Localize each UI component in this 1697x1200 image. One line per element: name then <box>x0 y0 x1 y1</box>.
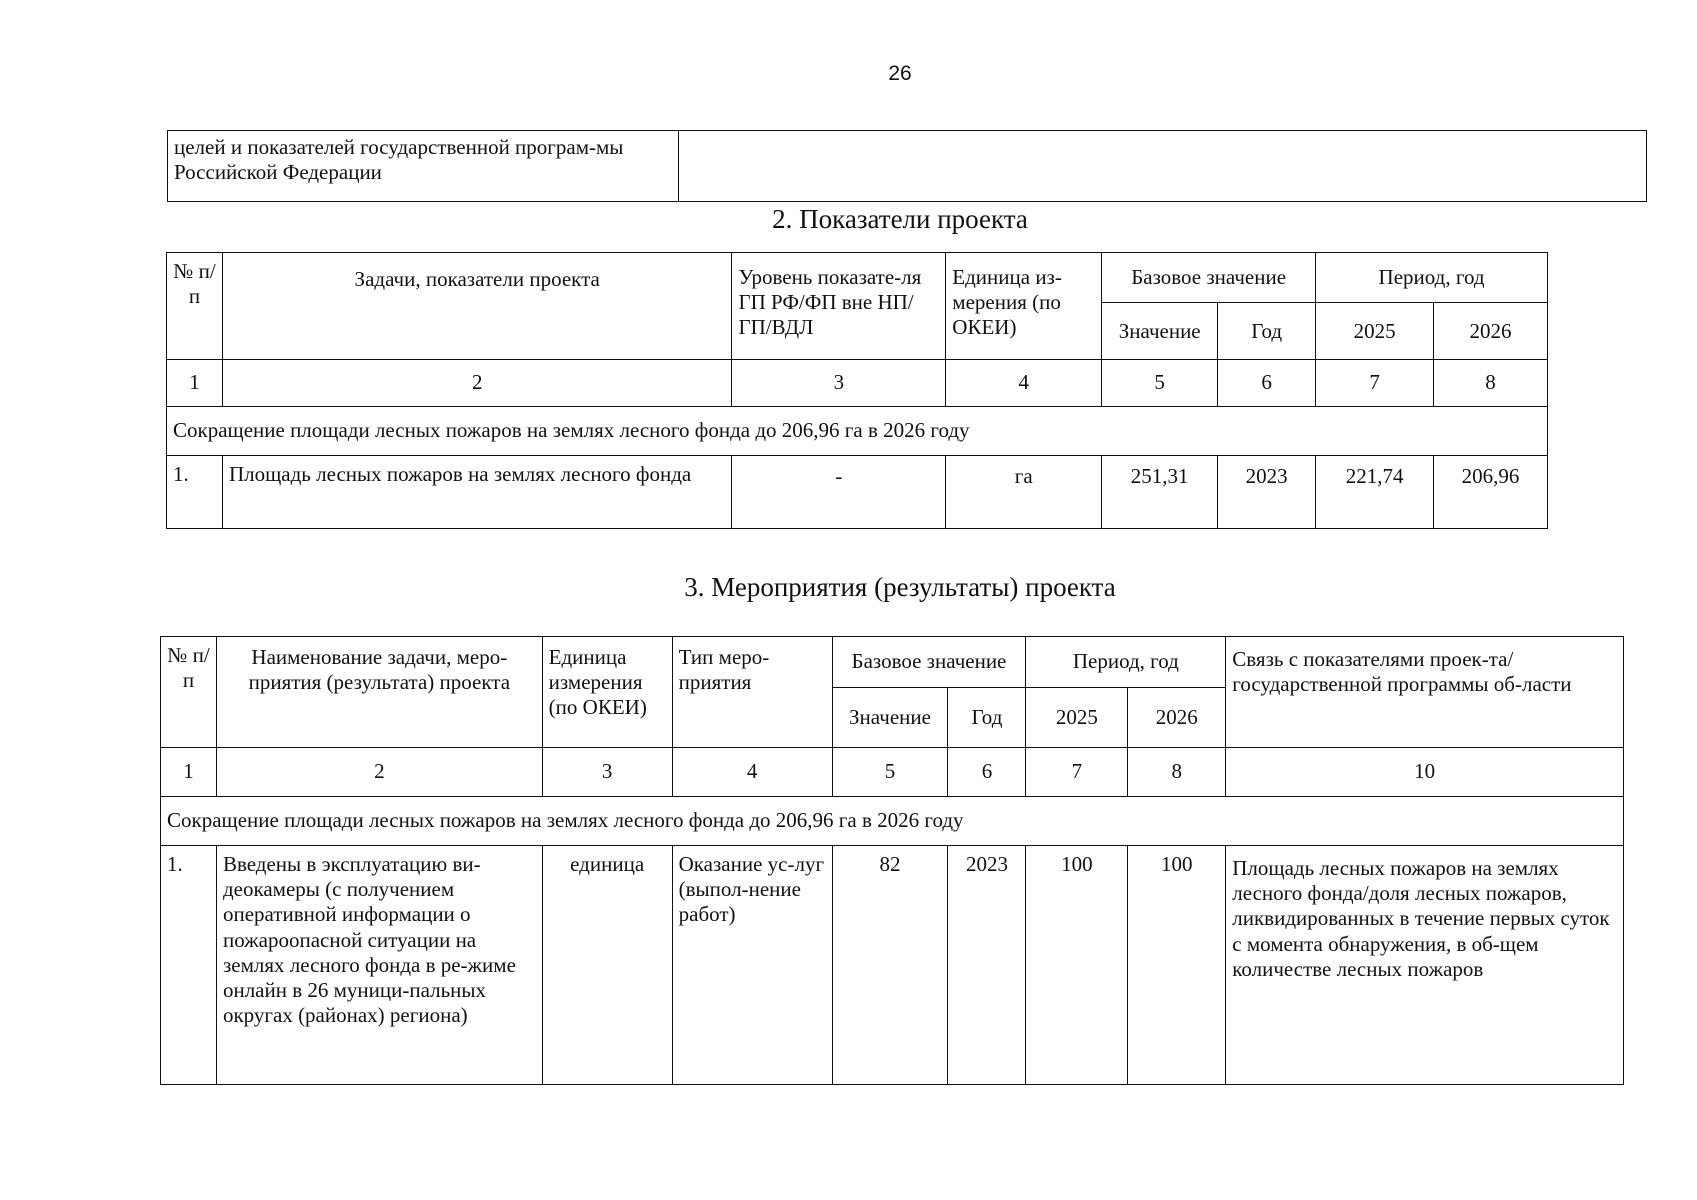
project-indicators-table <box>166 252 1548 529</box>
col-number: 3 <box>542 748 672 797</box>
row-base-year: 2023 <box>1218 456 1316 529</box>
row-base-value: 251,31 <box>1102 456 1218 529</box>
header-2025: 2025 <box>1026 688 1128 748</box>
col-number: 8 <box>1128 748 1226 797</box>
header-period: Период, год <box>1316 253 1548 303</box>
header-unit: Единица измерения (по ОКЕИ) <box>542 637 672 748</box>
row-unit: га <box>946 456 1102 529</box>
section-2-title: 2. Показатели проекта <box>772 204 1028 234</box>
col-number: 2 <box>222 360 731 407</box>
header-level: Уровень показате-ля ГП РФ/ФП вне НП/ГП/ВДЛ <box>732 253 946 360</box>
header-unit: Единица из-мерения (по ОКЕИ) <box>946 253 1102 360</box>
header-base-value: Значение <box>1102 303 1218 360</box>
group-row <box>167 407 1548 456</box>
row-name: Введены в эксплуатацию ви-деокамеры (с получением оперативной информации о пожароопасной ситуации на землях лесного фонда в ре-жиме онлайн в 26 муници-пальных округах (районах) региона) <box>216 846 542 1085</box>
header-name: Наименование задачи, меро-приятия (результата) проекта <box>216 637 542 748</box>
header-base-year: Год <box>948 688 1026 748</box>
row-name: Площадь лесных пожаров на землях лесного фонда <box>222 456 731 529</box>
table-header-row <box>161 637 1624 688</box>
column-numbers-row <box>167 360 1548 407</box>
row-base-year: 2023 <box>948 846 1026 1085</box>
row-2025: 100 <box>1026 846 1128 1085</box>
table-row <box>168 131 1647 202</box>
row-type: Оказание ус-луг (выпол-нение работ) <box>672 846 832 1085</box>
col-number: 10 <box>1226 748 1624 797</box>
col-number: 6 <box>948 748 1026 797</box>
continuation-right-cell <box>679 131 1647 202</box>
col-number: 6 <box>1218 360 1316 407</box>
col-number: 5 <box>832 748 948 797</box>
row-2026: 206,96 <box>1434 456 1548 529</box>
header-2026: 2026 <box>1434 303 1548 360</box>
column-numbers-row <box>161 748 1624 797</box>
col-number: 4 <box>672 748 832 797</box>
continuation-table <box>167 130 1647 202</box>
group-row-text: Сокращение площади лесных пожаров на землях лесного фонда до 206,96 га в 2026 году <box>161 797 1624 846</box>
col-number: 8 <box>1434 360 1548 407</box>
row-2025: 221,74 <box>1316 456 1434 529</box>
col-number: 7 <box>1316 360 1434 407</box>
col-number: 7 <box>1026 748 1128 797</box>
page-number: 26 <box>888 62 912 85</box>
header-2025: 2025 <box>1316 303 1434 360</box>
header-period: Период, год <box>1026 637 1226 688</box>
group-row <box>161 797 1624 846</box>
header-num: № п/п <box>167 253 223 360</box>
header-2026: 2026 <box>1128 688 1226 748</box>
header-type: Тип меро-приятия <box>672 637 832 748</box>
header-num: № п/п <box>161 637 217 748</box>
continuation-left-cell: целей и показателей государственной програм-мы Российской Федерации <box>168 131 679 202</box>
project-activities-table <box>160 636 1624 1085</box>
header-base: Базовое значение <box>1102 253 1316 303</box>
table-row <box>167 456 1548 529</box>
col-number: 1 <box>167 360 223 407</box>
header-tasks: Задачи, показатели проекта <box>222 253 731 360</box>
col-number: 5 <box>1102 360 1218 407</box>
header-base: Базовое значение <box>832 637 1026 688</box>
table-row <box>161 846 1624 1085</box>
section-3-title: 3. Мероприятия (результаты) проекта <box>684 572 1116 602</box>
row-level: - <box>732 456 946 529</box>
header-base-value: Значение <box>832 688 948 748</box>
col-number: 4 <box>946 360 1102 407</box>
header-link: Связь с показателями проек-та/государственной программы об-ласти <box>1226 637 1624 748</box>
row-num: 1. <box>167 456 223 529</box>
row-2026: 100 <box>1128 846 1226 1085</box>
header-base-year: Год <box>1218 303 1316 360</box>
col-number: 1 <box>161 748 217 797</box>
row-unit: единица <box>542 846 672 1085</box>
col-number: 3 <box>732 360 946 407</box>
table-header-row <box>167 253 1548 303</box>
group-row-text: Сокращение площади лесных пожаров на землях лесного фонда до 206,96 га в 2026 году <box>167 407 1548 456</box>
col-number: 2 <box>216 748 542 797</box>
row-link: Площадь лесных пожаров на землях лесного фонда/доля лесных пожаров, ликвидированных в течение первых суток с момента обнаружения, в об-щем количестве лесных пожаров <box>1226 846 1624 1085</box>
row-num: 1. <box>161 846 217 1085</box>
row-base-value: 82 <box>832 846 948 1085</box>
